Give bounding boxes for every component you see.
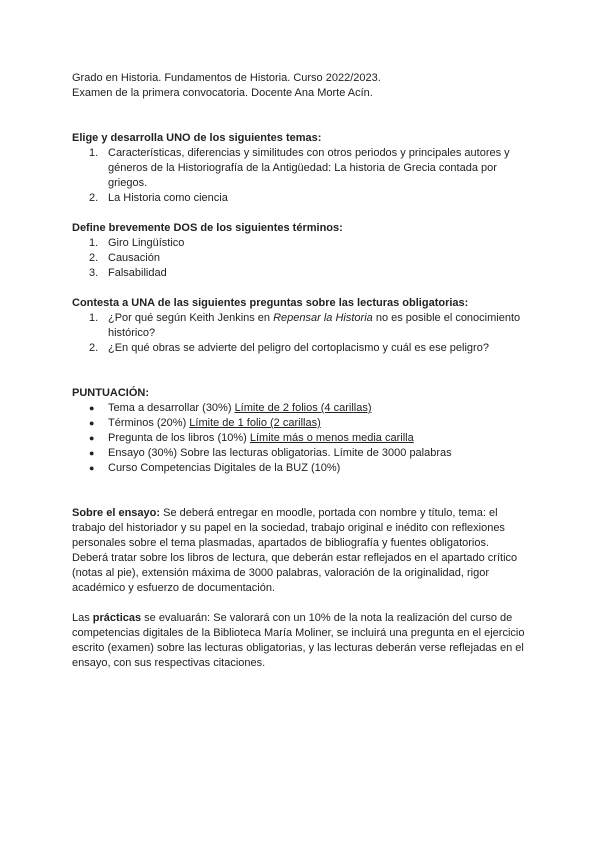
- list-item: [72, 311, 528, 341]
- item-text-post: no es posible el conocimiento histórico?: [108, 312, 521, 339]
- practicas-pre: Las: [72, 612, 93, 624]
- item-number: 2.: [89, 192, 99, 204]
- list-item: [72, 461, 528, 476]
- list-item: [72, 431, 528, 446]
- course-line: Grado en Historia. Fundamentos de Historia. Curso 2022/2023.: [72, 72, 381, 84]
- item-limit: Límite de 2 folios (4 carillas): [234, 402, 372, 414]
- list-item: [72, 236, 528, 251]
- item-text: Falsabilidad: [108, 267, 167, 279]
- list-item: [72, 251, 528, 266]
- topics-list: [72, 146, 528, 206]
- essay-text: Se deberá entregar en moodle, portada con nombre y título, tema: el trabajo del historiador y su papel en la sociedad, trabajo original e inédito con reflexiones personales sobre el tema plasmadas, apartados de bibliografía y fuentes obligatorios. Deberá tratar sobre los libros de lectura, que deberán estar reflejados en el apartado crítico (notas al pie), extensión máxima de 3000 palabras, valoración de la originalidad, rigor académico y esfuerzo de documentación.: [72, 507, 518, 594]
- item-text: Términos (20%): [108, 417, 190, 429]
- scoring-list: [72, 401, 528, 476]
- item-number: 2.: [89, 342, 99, 354]
- item-limit: Límite de 1 folio (2 carillas): [189, 417, 321, 429]
- practicas-label: prácticas: [92, 612, 142, 624]
- item-number: 1.: [89, 312, 99, 324]
- bullet-icon: ●: [89, 448, 95, 458]
- essay-paragraph: [72, 506, 528, 596]
- section-terms-title: Define brevemente DOS de los siguientes términos:: [72, 222, 343, 234]
- exam-line: Examen de la primera convocatoria. Docente Ana Morte Acín.: [72, 87, 373, 99]
- practicas-paragraph: [72, 611, 528, 671]
- item-number: 2.: [89, 252, 99, 264]
- item-text: La Historia como ciencia: [108, 192, 228, 204]
- item-text: Características, diferencias y similitudes con otros periodos y principales autores y géneros de la Historiografía de la Antigüedad: La historia de Grecia contada por griegos.: [108, 147, 510, 189]
- document-header: [72, 71, 528, 101]
- item-text: Curso Competencias Digitales de la BUZ (10%): [108, 462, 341, 474]
- section-questions-title: Contesta a UNA de las siguientes preguntas sobre las lecturas obligatorias:: [72, 297, 469, 309]
- list-item: [72, 401, 528, 416]
- item-text: ¿En qué obras se advierte del peligro del cortoplacismo y cuál es ese peligro?: [108, 342, 489, 354]
- list-item: [72, 191, 528, 206]
- bullet-icon: ●: [89, 418, 95, 428]
- list-item: [72, 146, 528, 191]
- item-number: 1.: [89, 147, 99, 159]
- item-text-pre: ¿Por qué según Keith Jenkins en: [108, 312, 274, 324]
- list-item: [72, 416, 528, 431]
- item-number: 3.: [89, 267, 99, 279]
- scoring-title: PUNTUACIÓN:: [72, 387, 149, 399]
- item-text: Pregunta de los libros (10%): [108, 432, 250, 444]
- questions-list: [72, 311, 528, 356]
- list-item: [72, 266, 528, 281]
- item-text: Causación: [108, 252, 160, 264]
- terms-list: [72, 236, 528, 281]
- book-title: Repensar la Historia: [273, 312, 373, 324]
- bullet-icon: ●: [89, 433, 95, 443]
- essay-label: Sobre el ensayo:: [72, 507, 161, 519]
- bullet-icon: ●: [89, 463, 95, 473]
- list-item: [72, 446, 528, 461]
- item-text: Tema a desarrollar (30%): [108, 402, 235, 414]
- bullet-icon: ●: [89, 403, 95, 413]
- item-text: Ensayo (30%) Sobre las lecturas obligatorias. Límite de 3000 palabras: [108, 447, 452, 459]
- document-page: [72, 71, 528, 671]
- list-item: [72, 341, 528, 356]
- item-number: 1.: [89, 237, 99, 249]
- section-topics-title: Elige y desarrolla UNO de los siguientes temas:: [72, 132, 322, 144]
- item-limit: Límite más o menos media carilla: [249, 432, 414, 444]
- practicas-text: se evaluarán: Se valorará con un 10% de la nota la realización del curso de competencias digitales de la Biblioteca María Moliner, se incluirá una pregunta en el ejercicio escrito (examen) sobre las lecturas obligatorias, y las lecturas deberán verse reflejadas en el ensayo, con sus respectivas citaciones.: [72, 612, 525, 669]
- item-text: Giro Lingüístico: [108, 237, 185, 249]
